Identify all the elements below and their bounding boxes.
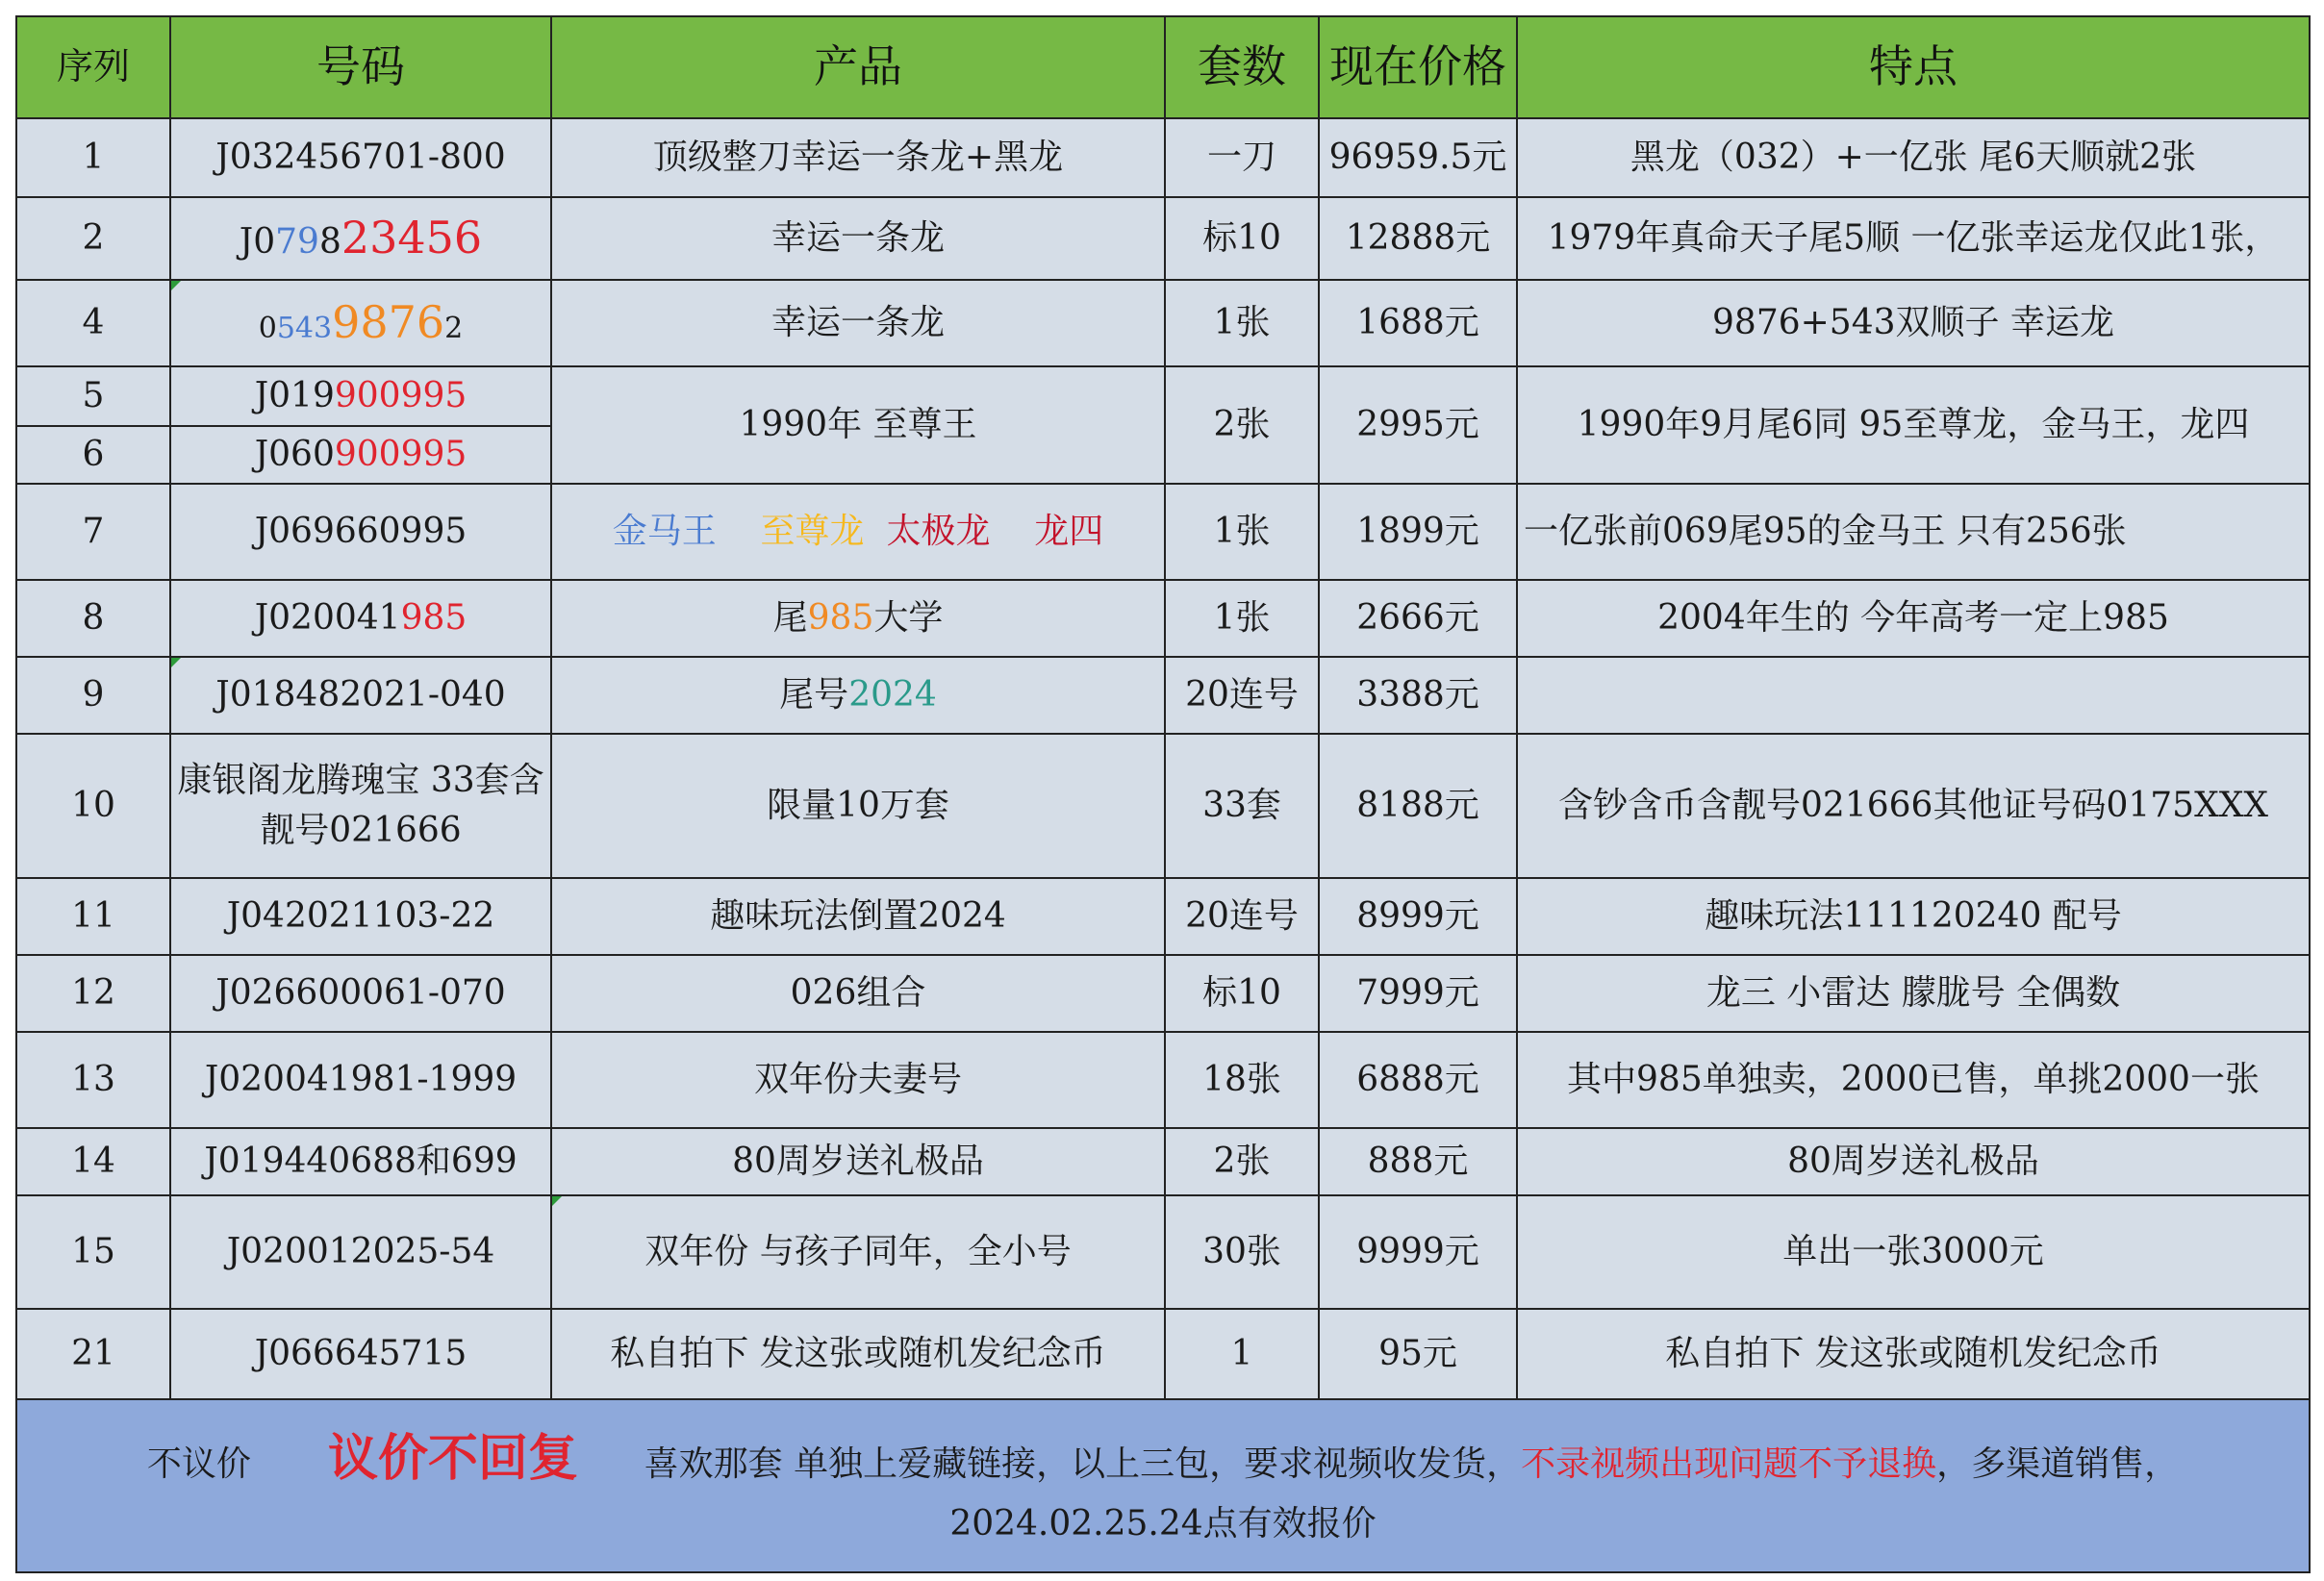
table-row — [16, 878, 2310, 955]
code-part-highlight: 79 — [275, 222, 319, 263]
cell-seq: 8 — [16, 580, 170, 657]
footer-text-2: ，多渠道销售， 2024.02.25.24点有效报价 — [949, 1443, 2180, 1544]
product-tag: 至尊龙 — [760, 511, 865, 551]
cell-qty: 2张 — [1165, 366, 1319, 484]
table-row — [16, 484, 2310, 580]
cell-seq: 6 — [16, 426, 170, 484]
cell-qty: 20连号 — [1165, 878, 1319, 955]
cell-product: 双年份 与孩子同年，全小号 — [551, 1195, 1165, 1309]
cell-feature: 黑龙（032）+一亿张 尾6天顺就2张 — [1517, 118, 2310, 197]
table-row — [16, 1128, 2310, 1195]
cell-qty: 1 — [1165, 1309, 1319, 1399]
cell-product: 80周岁送礼极品 — [551, 1128, 1165, 1195]
cell-product: 双年份夫妻号 — [551, 1032, 1165, 1128]
code-part: 8 — [318, 222, 341, 263]
code-part-highlight: 23456 — [341, 212, 483, 264]
table-row — [16, 734, 2310, 878]
product-part-highlight: 2024 — [848, 674, 937, 715]
cell-price: 2666元 — [1319, 580, 1517, 657]
cell-product — [551, 657, 1165, 734]
product-part: 尾 — [772, 597, 808, 638]
footer-note — [16, 1399, 2310, 1572]
cell-price: 1688元 — [1319, 280, 1517, 366]
cell-feature: 趣味玩法111120240 配号 — [1517, 878, 2310, 955]
product-part-highlight: 985 — [807, 597, 874, 638]
cell-feature: 私自拍下 发这张或随机发纪念币 — [1517, 1309, 2310, 1399]
cell-code: J042021103-22 — [170, 878, 551, 955]
cell-seq: 12 — [16, 955, 170, 1032]
code-part-highlight: 9876 — [332, 296, 445, 349]
cell-qty: 标10 — [1165, 955, 1319, 1032]
cell-seq: 9 — [16, 657, 170, 734]
cell-code — [170, 280, 551, 366]
cell-product — [551, 484, 1165, 580]
cell-code: J069660995 — [170, 484, 551, 580]
code-part: J019 — [254, 375, 335, 415]
cell-price: 95元 — [1319, 1309, 1517, 1399]
cell-product: 1990年 至尊王 — [551, 366, 1165, 484]
cell-code: 康银阁龙腾瑰宝 33套含靓号021666 — [170, 734, 551, 878]
cell-feature: 一亿张前069尾95的金马王 只有256张 — [1517, 484, 2310, 580]
cell-price: 8188元 — [1319, 734, 1517, 878]
cell-price: 6888元 — [1319, 1032, 1517, 1128]
product-tag: 金马王 — [612, 511, 717, 551]
cell-price: 1899元 — [1319, 484, 1517, 580]
price-table — [15, 15, 2311, 1573]
cell-seq: 11 — [16, 878, 170, 955]
code-part: J060 — [254, 434, 335, 474]
footer-no-reply: 议价不回复 — [327, 1428, 578, 1488]
cell-price: 12888元 — [1319, 197, 1517, 280]
table-row — [16, 580, 2310, 657]
table-row — [16, 1195, 2310, 1309]
cell-qty: 1张 — [1165, 280, 1319, 366]
cell-product: 顶级整刀幸运一条龙+黑龙 — [551, 118, 1165, 197]
header-code: 号码 — [170, 16, 551, 118]
cell-qty: 30张 — [1165, 1195, 1319, 1309]
cell-qty: 18张 — [1165, 1032, 1319, 1128]
cell-product: 私自拍下 发这张或随机发纪念币 — [551, 1309, 1165, 1399]
cell-product: 幸运一条龙 — [551, 197, 1165, 280]
code-part: J020041 — [254, 597, 401, 638]
cell-code: J032456701-800 — [170, 118, 551, 197]
table-row — [16, 657, 2310, 734]
header-feature: 特点 — [1517, 16, 2310, 118]
code-part: J0 — [239, 222, 276, 263]
cell-qty: 标10 — [1165, 197, 1319, 280]
price-table-sheet — [15, 15, 2309, 1573]
cell-code: J018482021-040 — [170, 657, 551, 734]
code-part-highlight: 900995 — [334, 434, 467, 474]
code-part: 2 — [444, 312, 464, 346]
product-part: 尾号 — [779, 674, 849, 715]
cell-seq: 21 — [16, 1309, 170, 1399]
table-row — [16, 280, 2310, 366]
product-tag: 太极龙 — [886, 511, 991, 551]
header-seq: 序列 — [16, 16, 170, 118]
cell-code: J026600061-070 — [170, 955, 551, 1032]
code-part-highlight: 543 — [276, 312, 333, 346]
cell-feature: 80周岁送礼极品 — [1517, 1128, 2310, 1195]
cell-price: 9999元 — [1319, 1195, 1517, 1309]
cell-price: 7999元 — [1319, 955, 1517, 1032]
footer-warning: 不录视频出现问题不予退换 — [1521, 1443, 1937, 1484]
cell-code — [170, 580, 551, 657]
cell-qty: 1张 — [1165, 580, 1319, 657]
header-product: 产品 — [551, 16, 1165, 118]
cell-seq: 15 — [16, 1195, 170, 1309]
cell-code: J019440688和699 — [170, 1128, 551, 1195]
cell-seq: 5 — [16, 366, 170, 426]
cell-code: J066645715 — [170, 1309, 551, 1399]
cell-feature: 1990年9月尾6同 95至尊龙，金马王，龙四 — [1517, 366, 2310, 484]
table-row — [16, 197, 2310, 280]
cell-seq: 13 — [16, 1032, 170, 1128]
cell-qty: 20连号 — [1165, 657, 1319, 734]
cell-feature: 单出一张3000元 — [1517, 1195, 2310, 1309]
cell-code: J020041981-1999 — [170, 1032, 551, 1128]
table-row — [16, 1032, 2310, 1128]
cell-seq: 10 — [16, 734, 170, 878]
cell-feature: 龙三 小雷达 朦胧号 全偶数 — [1517, 955, 2310, 1032]
cell-code — [170, 197, 551, 280]
cell-product: 幸运一条龙 — [551, 280, 1165, 366]
cell-code — [170, 426, 551, 484]
footer-no-bargain: 不议价 — [146, 1443, 251, 1484]
cell-product: 趣味玩法倒置2024 — [551, 878, 1165, 955]
cell-product: 限量10万套 — [551, 734, 1165, 878]
code-part-highlight: 900995 — [334, 375, 467, 415]
cell-qty: 2张 — [1165, 1128, 1319, 1195]
table-row — [16, 955, 2310, 1032]
cell-product — [551, 580, 1165, 657]
cell-feature: 9876+543双顺子 幸运龙 — [1517, 280, 2310, 366]
cell-feature: 其中985单独卖，2000已售，单挑2000一张 — [1517, 1032, 2310, 1128]
cell-price: 2995元 — [1319, 366, 1517, 484]
cell-feature: 1979年真命天子尾5顺 一亿张幸运龙仅此1张， — [1517, 197, 2310, 280]
cell-price: 8999元 — [1319, 878, 1517, 955]
footer-row — [16, 1399, 2310, 1572]
cell-qty: 1张 — [1165, 484, 1319, 580]
cell-feature: 2004年生的 今年高考一定上985 — [1517, 580, 2310, 657]
cell-seq: 14 — [16, 1128, 170, 1195]
cell-feature: 含钞含币含靓号021666其他证号码0175XXX — [1517, 734, 2310, 878]
footer-text-1: 喜欢那套 单独上爱藏链接，以上三包，要求视频收发货， — [644, 1443, 1522, 1484]
table-row — [16, 366, 2310, 426]
cell-seq: 1 — [16, 118, 170, 197]
cell-feature — [1517, 657, 2310, 734]
cell-qty: 一刀 — [1165, 118, 1319, 197]
product-tag: 龙四 — [1034, 511, 1104, 551]
code-part-highlight: 985 — [400, 597, 467, 638]
table-row — [16, 1309, 2310, 1399]
cell-code — [170, 366, 551, 426]
code-part: 0 — [258, 312, 277, 346]
cell-qty: 33套 — [1165, 734, 1319, 878]
header-qty: 套数 — [1165, 16, 1319, 118]
header-price: 现在价格 — [1319, 16, 1517, 118]
cell-code: J020012025-54 — [170, 1195, 551, 1309]
header-row — [16, 16, 2310, 118]
cell-seq: 4 — [16, 280, 170, 366]
cell-seq: 2 — [16, 197, 170, 280]
cell-price: 888元 — [1319, 1128, 1517, 1195]
product-part: 大学 — [873, 597, 944, 638]
table-row — [16, 118, 2310, 197]
cell-product: 026组合 — [551, 955, 1165, 1032]
cell-price: 3388元 — [1319, 657, 1517, 734]
cell-price: 96959.5元 — [1319, 118, 1517, 197]
cell-seq: 7 — [16, 484, 170, 580]
